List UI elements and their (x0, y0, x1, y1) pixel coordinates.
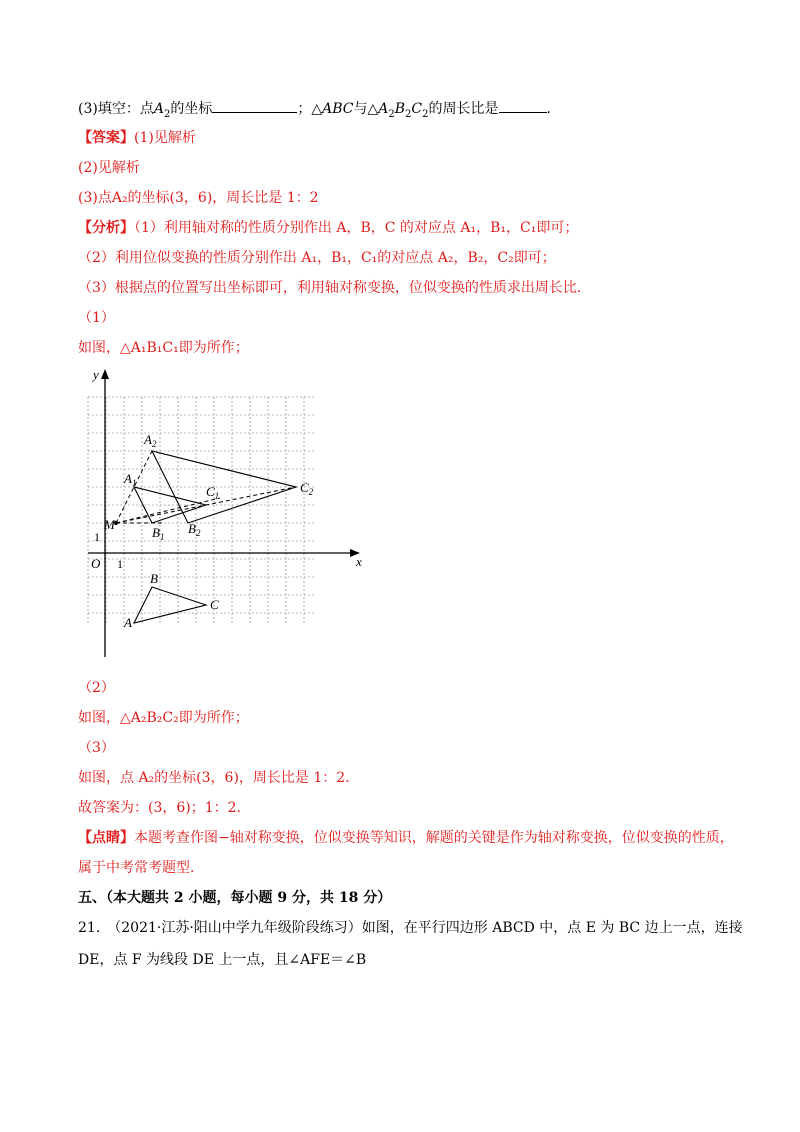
label-m: M (104, 517, 115, 532)
q3-coord-label: 的坐标 (170, 101, 213, 117)
triangle-abc (134, 587, 206, 623)
label-b2: $B_2$ (188, 521, 201, 538)
analysis-line-3: （3）根据点的位置写出坐标即可，利用轴对称变换，位似变换的性质求出周长比. (78, 280, 582, 296)
solution-part-2: （2） (78, 680, 115, 696)
comment-line-1 (78, 828, 734, 848)
section-5-title: 五、（本大题共 2 小题，每小题 9 分，共 18 分） (78, 890, 392, 906)
q3-point-a: A (153, 101, 164, 117)
label-c: C (210, 597, 219, 612)
question-21-line-2: DE，点 F 为线段 DE 上一点，且∠AFE＝∠B (78, 952, 367, 968)
answer-blank-1[interactable] (212, 98, 297, 113)
q3-sep: ； (297, 101, 312, 117)
analysis-line-2: （2）利用位似变换的性质分别作出 A₁，B₁，C₁的对应点 A₂，B₂，C₂即可； (78, 250, 556, 266)
q3-sub-b: 2 (405, 108, 412, 120)
grid (88, 397, 316, 625)
label-a1: $A_1$ (124, 471, 137, 488)
label-a2: $A_2$ (144, 432, 157, 449)
analysis-1: （1）利用轴对称的性质分别作出 A，B，C 的对应点 A₁，B₁，C₁即可； (134, 220, 579, 236)
label-b: B (150, 571, 158, 586)
q3-triangle2: △A (367, 101, 389, 117)
ray-m-c1 (116, 498, 220, 523)
answer-line-1 (78, 128, 196, 148)
solution-part-2-text: 如图，△A₂B₂C₂即为所作； (78, 710, 249, 726)
q3-c: C (411, 101, 423, 117)
q3-sub: 2 (163, 108, 171, 120)
comment-tag: 【点睛】 (78, 830, 134, 846)
x-label: x (356, 554, 362, 569)
answer-line-3: (3)点A₂的坐标(3，6)，周长比是 1：2 (78, 190, 319, 206)
question-3-line (78, 98, 551, 125)
label-b1: $B_1$ (152, 525, 165, 542)
q3-sub-c: 2 (422, 108, 429, 120)
answer-line-2: (2)见解析 (78, 160, 140, 176)
solution-part-1-text: 如图，△A₁B₁C₁即为所作； (78, 340, 249, 356)
solution-part-3-text: 如图，点 A₂的坐标(3，6)，周长比是 1：2. (78, 770, 350, 786)
coordinate-figure (80, 365, 370, 665)
tick-y-1: 1 (94, 530, 100, 544)
analysis-line-1 (78, 218, 578, 238)
question-21-line-1: 21. （2021·江苏·阳山中学九年级阶段练习）如图，在平行四边形 ABCD 中，点 E 为 BC 边上一点，连接 (78, 920, 743, 936)
comment-line-2: 属于中考常考题型. (78, 860, 195, 876)
q3-sub-a: 2 (388, 108, 395, 120)
solution-final: 故答案为：(3，6)；1：2. (78, 800, 242, 816)
y-label: y (93, 367, 99, 382)
label-c1: $C_1$ (206, 484, 220, 501)
answer-1: (1)见解析 (134, 130, 196, 146)
q3-ratio-label: 的周长比是 (428, 101, 499, 117)
q3-b: B (394, 101, 406, 117)
solution-part-3: （3） (78, 740, 115, 756)
q3-with: 与 (353, 101, 368, 117)
answer-blank-2[interactable] (499, 98, 547, 113)
y-axis-arrow-icon (101, 369, 109, 379)
solution-part-1: （1） (78, 310, 115, 326)
label-a: A (124, 615, 132, 630)
q3-end: . (546, 101, 551, 117)
tick-x-1: 1 (117, 557, 123, 571)
label-c2: $C_2$ (300, 480, 314, 497)
comment-1: 本题考查作图−轴对称变换，位似变换等知识，解题的关键是作为轴对称变换，位似变换的性质， (134, 830, 734, 846)
q3-triangle: △ABC (311, 101, 354, 117)
analysis-tag: 【分析】 (78, 220, 134, 236)
answer-tag: 【答案】 (78, 130, 134, 146)
q3-prefix: (3)填空：点 (78, 101, 154, 117)
origin-label: O (91, 556, 101, 571)
